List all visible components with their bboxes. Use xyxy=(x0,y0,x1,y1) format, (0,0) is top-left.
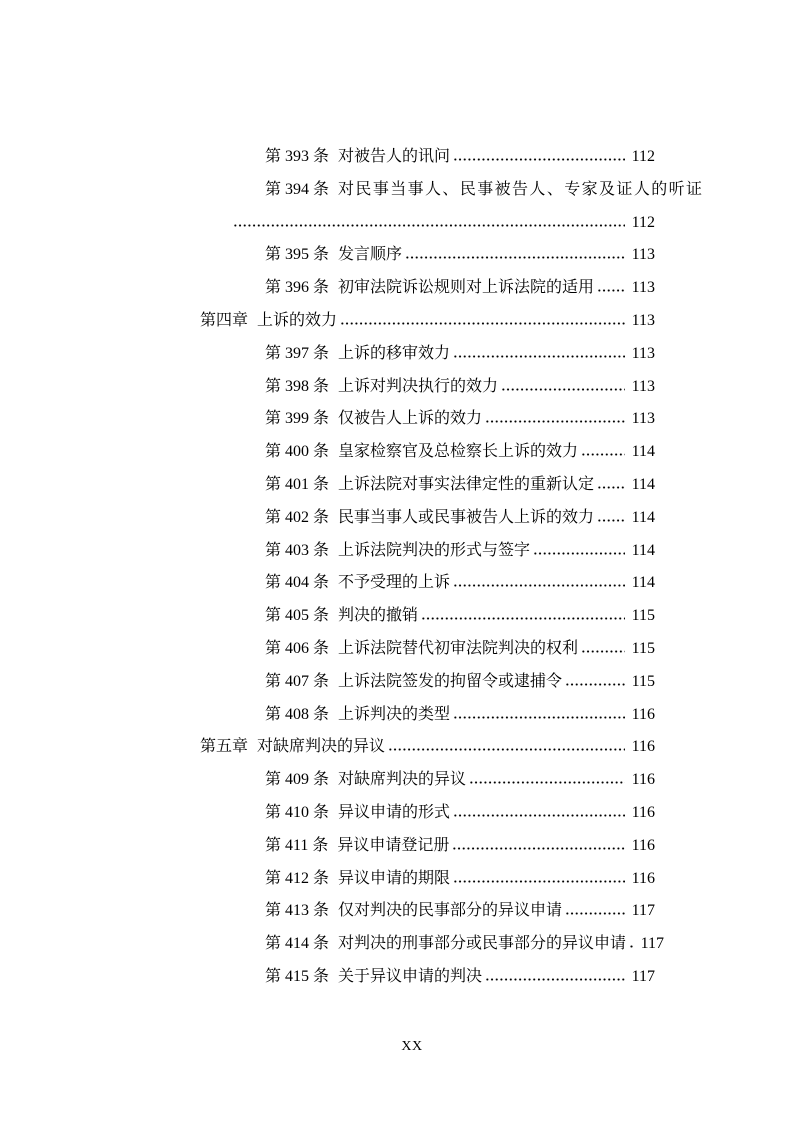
entry-title: 上诉判决的类型 xyxy=(338,705,451,723)
dot-leader xyxy=(629,945,634,948)
toc-article-entry xyxy=(265,862,655,895)
entry-page-number: 116 xyxy=(631,771,655,789)
entry-title: 仅被告人上诉的效力 xyxy=(338,410,483,428)
entry-number: 第 414 条 xyxy=(265,935,330,953)
dot-leader xyxy=(565,912,625,915)
toc-article-entry xyxy=(265,763,655,796)
entry-title: 上诉法院判决的形式与签字 xyxy=(338,541,531,559)
entry-number: 第 402 条 xyxy=(265,508,330,526)
entry-title: 发言顺序 xyxy=(338,246,403,264)
entry-title: 对判决的刑事部分或民事部分的异议申请 xyxy=(338,935,627,953)
entry-page-number: 113 xyxy=(631,377,655,395)
entry-title: 民事当事人或民事被告人上诉的效力 xyxy=(338,508,595,526)
dot-leader xyxy=(501,388,625,391)
entry-number: 第 413 条 xyxy=(265,902,330,920)
entry-number: 第 409 条 xyxy=(265,771,330,789)
toc-article-entry xyxy=(265,271,655,304)
entry-number: 第 411 条 xyxy=(265,836,329,854)
entry-number: 第 399 条 xyxy=(265,410,330,428)
entry-number: 第 415 条 xyxy=(265,967,330,985)
dot-leader xyxy=(453,355,625,358)
entry-number: 第四章 xyxy=(200,311,249,329)
entry-number: 第 410 条 xyxy=(265,803,330,821)
entry-title: 判决的撤销 xyxy=(338,607,419,625)
toc-chapter-entry xyxy=(200,304,655,337)
dot-leader xyxy=(565,683,625,686)
entry-title: 异议申请的形式 xyxy=(338,803,451,821)
toc-article-entry xyxy=(265,665,655,698)
entry-title: 对被告人的讯问 xyxy=(338,148,451,165)
entry-page-number: 116 xyxy=(631,803,655,821)
entry-number: 第 405 条 xyxy=(265,607,330,625)
entry-page-number: 116 xyxy=(631,738,655,756)
dot-leader xyxy=(485,978,625,981)
entry-number: 第五章 xyxy=(200,738,249,756)
entry-title: 仅对判决的民事部分的异议申请 xyxy=(338,902,563,920)
toc-article-entry xyxy=(265,501,655,534)
entry-title: 上诉法院签发的拘留令或逮捕令 xyxy=(338,672,563,690)
entry-title: 异议申请的期限 xyxy=(338,869,451,887)
entry-page-number: 112 xyxy=(631,148,655,165)
toc-article-entry xyxy=(265,370,655,403)
entry-page-number: 113 xyxy=(631,279,655,297)
dot-leader xyxy=(533,552,625,555)
entry-title: 关于异议申请的判决 xyxy=(338,967,483,985)
entry-number: 第 394 条 xyxy=(265,180,330,198)
entry-page-number: 115 xyxy=(631,639,655,657)
dot-leader xyxy=(453,584,625,587)
dot-leader xyxy=(452,847,625,850)
entry-number: 第 395 条 xyxy=(265,246,330,264)
entry-page-number: 113 xyxy=(631,344,655,362)
entry-number: 第 400 条 xyxy=(265,443,330,461)
dot-leader xyxy=(469,781,625,784)
entry-page-number: 112 xyxy=(631,213,655,231)
entry-title: 异议申请登记册 xyxy=(337,836,450,854)
dot-leader xyxy=(581,453,625,456)
entry-page-number: 116 xyxy=(631,869,655,887)
dot-leader xyxy=(453,158,625,161)
dot-leader xyxy=(453,716,625,719)
entry-title: 上诉法院对事实法律定性的重新认定 xyxy=(338,475,595,493)
entry-page-number: 117 xyxy=(631,902,655,920)
entry-page-number: 114 xyxy=(631,443,655,461)
dot-leader xyxy=(421,617,625,620)
dot-leader xyxy=(453,814,625,817)
table-of-contents xyxy=(0,140,793,993)
entry-page-number: 114 xyxy=(631,475,655,493)
entry-page-number: 115 xyxy=(631,672,655,690)
entry-number: 第 406 条 xyxy=(265,639,330,657)
entry-page-number: 113 xyxy=(631,246,655,264)
entry-number: 第 412 条 xyxy=(265,869,330,887)
toc-article-entry xyxy=(265,337,655,370)
entry-number: 第 398 条 xyxy=(265,377,330,395)
entry-page-number: 117 xyxy=(640,935,665,953)
entry-page-number: 115 xyxy=(631,607,655,625)
entry-number: 第 404 条 xyxy=(265,574,330,592)
entry-title: 皇家检察官及总检察长上诉的效力 xyxy=(338,443,579,461)
dot-leader xyxy=(581,650,625,653)
dot-leader xyxy=(405,256,625,259)
entry-title: 上诉对判决执行的效力 xyxy=(338,377,499,395)
toc-article-entry xyxy=(265,796,655,829)
toc-article-entry xyxy=(265,698,655,731)
dot-leader xyxy=(597,486,625,489)
entry-page-number: 113 xyxy=(631,410,655,428)
toc-article-entry xyxy=(265,632,655,665)
toc-article-entry xyxy=(265,894,655,927)
entry-title: 上诉的效力 xyxy=(257,311,338,329)
entry-title: 对缺席判决的异议 xyxy=(338,771,467,789)
entry-page-number: 116 xyxy=(631,836,655,854)
page-footer xyxy=(31,1039,793,1055)
dot-leader xyxy=(453,880,625,883)
dot-leader xyxy=(340,322,625,325)
toc-chapter-entry xyxy=(200,730,655,763)
toc-article-entry xyxy=(265,468,655,501)
entry-page-number: 114 xyxy=(631,574,655,592)
dot-leader xyxy=(597,289,625,292)
entry-number: 第 408 条 xyxy=(265,705,330,723)
entry-page-number: 114 xyxy=(631,541,655,559)
entry-number: 第 396 条 xyxy=(265,279,330,297)
entry-title: 不予受理的上诉 xyxy=(338,574,451,592)
dot-leader xyxy=(233,224,625,227)
toc-article-entry xyxy=(265,238,655,271)
entry-title: 对缺席判决的异议 xyxy=(257,738,386,756)
dot-leader xyxy=(388,748,625,751)
toc-article-entry xyxy=(265,599,655,632)
entry-page-number: 113 xyxy=(631,311,655,329)
toc-article-entry xyxy=(265,829,655,862)
entry-page-number: 114 xyxy=(631,508,655,526)
toc-entry-continuation xyxy=(233,206,655,239)
toc-article-entry xyxy=(265,435,655,468)
toc-article-entry xyxy=(265,960,655,993)
entry-title: 初审法院诉讼规则对上诉法院的适用 xyxy=(338,279,595,297)
toc-article-entry xyxy=(265,566,655,599)
dot-leader xyxy=(485,420,625,423)
entry-page-number: 117 xyxy=(631,967,655,985)
entry-number: 第 401 条 xyxy=(265,475,330,493)
toc-article-entry xyxy=(265,140,655,173)
dot-leader xyxy=(597,519,625,522)
toc-article-entry xyxy=(265,173,793,206)
entry-title: 上诉法院替代初审法院判决的权利 xyxy=(338,639,579,657)
entry-number: 第 407 条 xyxy=(265,672,330,690)
footer-page-number: XX xyxy=(401,1039,423,1054)
toc-article-entry xyxy=(265,927,665,960)
toc-article-entry xyxy=(265,402,655,435)
entry-title: 上诉的移审效力 xyxy=(338,344,451,362)
entry-page-number: 116 xyxy=(631,705,655,723)
entry-title: 对民事当事人、民事被告人、专家及证人的听证 xyxy=(338,180,704,198)
entry-number: 第 397 条 xyxy=(265,344,330,362)
entry-number: 第 393 条 xyxy=(265,148,330,165)
entry-number: 第 403 条 xyxy=(265,541,330,559)
toc-article-entry xyxy=(265,534,655,567)
